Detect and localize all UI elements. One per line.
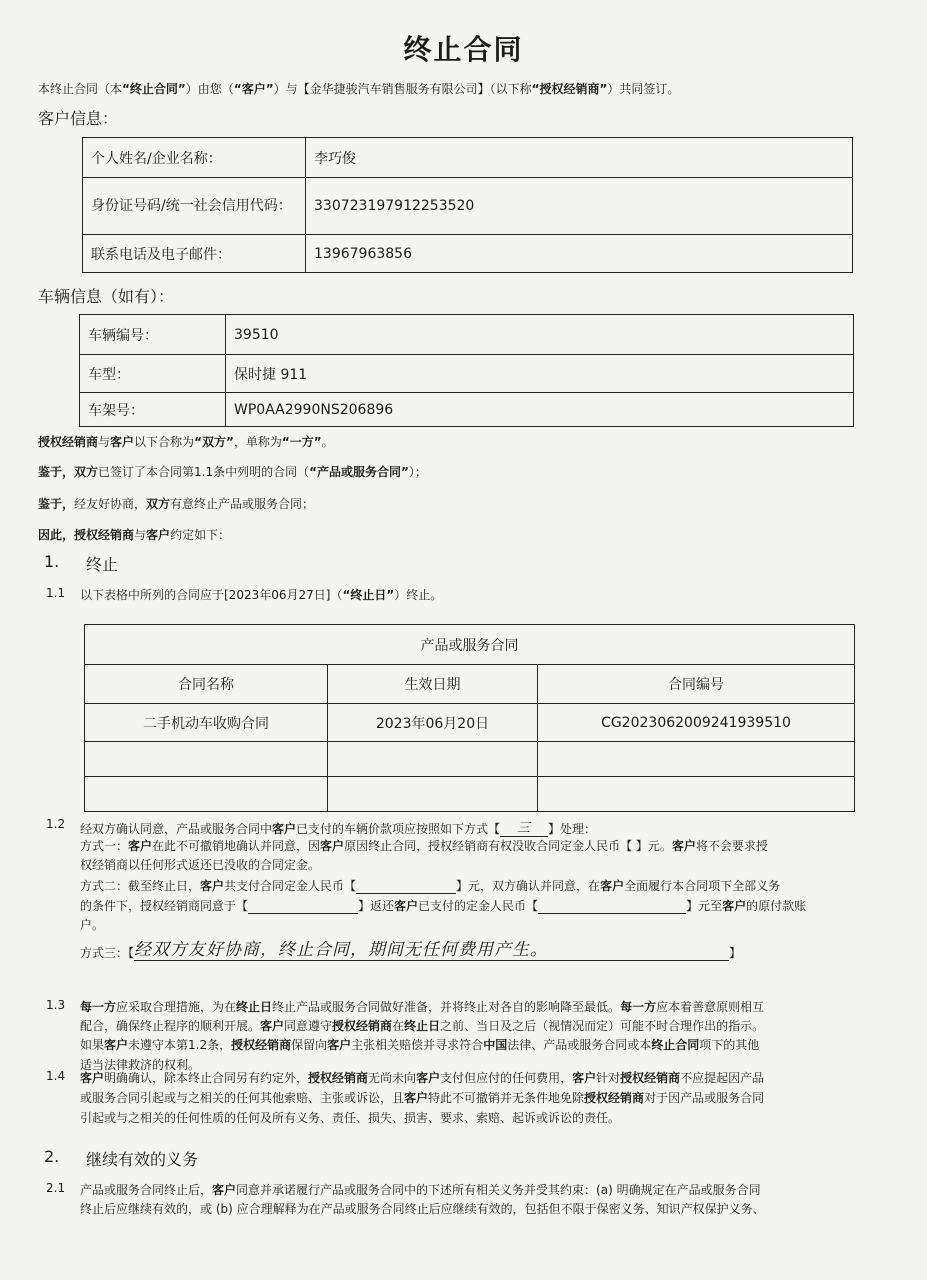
text: 共支付合同定金人民币【 — [224, 879, 357, 893]
table-row — [85, 742, 855, 777]
term: 授权经销商 — [74, 528, 135, 542]
term: 客户 — [320, 839, 345, 853]
customer-contact-label: 联系电话及电子邮件： — [83, 235, 306, 273]
vehicle-vin-value: WP0AA2990NS206896 — [226, 393, 854, 427]
customer-info-table — [82, 137, 853, 273]
vehicle-model-label: 车型： — [80, 355, 226, 393]
header-contract-number: 合同编号 — [538, 665, 855, 704]
text: 在此不可撤销地确认并同意，因 — [152, 839, 321, 853]
term: 客户 — [146, 528, 171, 542]
intro-text: ）与【金华捷骏汽车销售服务有限公司】（以下称 — [273, 82, 532, 96]
text: 】 — [729, 946, 742, 960]
intro-term: “授权经销商” — [531, 82, 608, 96]
clause-1-1-number: 1.1 — [46, 586, 66, 600]
text: 】元，双方确认并同意，在 — [456, 879, 601, 893]
term: 终止日 — [404, 1019, 441, 1033]
section-1-number: 1. — [44, 552, 60, 571]
vehicle-info-table — [79, 314, 854, 427]
vehicle-number-value: 39510 — [226, 315, 854, 355]
clause-2-1-line-2 — [80, 1200, 765, 1217]
text: 对于因产品或服务合同 — [644, 1091, 765, 1105]
term: “一方” — [281, 435, 322, 449]
text: ）； — [408, 465, 427, 479]
text: 方式一： — [80, 839, 129, 853]
term: 授权经销商 — [332, 1019, 393, 1033]
text: 项下的其他 — [699, 1038, 760, 1052]
term: 客户 — [671, 839, 696, 853]
text: 同意并承诺履行产品或服务合同中的下述所有相关义务并受其约束：(a) 明确规定在产品或服务合同 — [236, 1183, 761, 1197]
term: 客户 — [394, 899, 419, 913]
term: “终止日” — [342, 588, 395, 602]
text: 以下合称为 — [134, 435, 195, 449]
term: 客户 — [128, 839, 153, 853]
customer-id-value: 330723197912253520 — [306, 178, 853, 235]
header-effective-date: 生效日期 — [328, 665, 538, 704]
text: 无尚未向 — [368, 1071, 417, 1085]
table-row — [83, 235, 853, 273]
text: 应采取合理措施，为在 — [116, 1000, 237, 1014]
term: 客户 — [327, 1038, 352, 1052]
clause-1-1-text — [80, 586, 442, 603]
text: 的条件下，授权经销商同意于【 — [80, 899, 249, 913]
term: 终止合同 — [651, 1038, 700, 1052]
intro-text: ）由您（ — [185, 82, 234, 96]
intro-term: “客户” — [233, 82, 274, 96]
text: 将不会要求授 — [695, 839, 768, 853]
vehicle-info-heading: 车辆信息（如有）： — [38, 287, 175, 306]
text: 】元至 — [686, 899, 723, 913]
clause-1-4-line-1 — [80, 1069, 764, 1086]
parties-definition — [38, 433, 334, 450]
cell-empty — [538, 777, 855, 812]
term: 客户 — [104, 1038, 129, 1052]
clause-1-3-line-2 — [80, 1017, 764, 1034]
text: 针对 — [596, 1071, 621, 1085]
table-row — [80, 393, 854, 427]
text: 应本着善意原则相互 — [656, 1000, 765, 1014]
term: 授权经销商 — [231, 1038, 292, 1052]
term: 双方 — [74, 465, 99, 479]
clause-1-3-line-1 — [80, 998, 764, 1015]
table-row — [80, 355, 854, 393]
cell-contract-number: CG2023062009241939510 — [538, 704, 855, 742]
term: 因此， — [38, 528, 75, 542]
text: 全面履行本合同项下全部义务 — [624, 879, 781, 893]
section-2-title: 继续有效的义务 — [86, 1150, 199, 1169]
text: 支付但应付的任何费用， — [440, 1071, 573, 1085]
table-row — [83, 178, 853, 235]
therefore-clause — [38, 526, 230, 543]
text: 引起或与之相关的任何性质的任何及所有义务、责任、损失、损害、要求、索赔、起诉或诉讼的责任。 — [80, 1111, 621, 1125]
cell-effective-date: 2023年06月20日 — [328, 704, 538, 742]
text: 有意终止产品或服务合同； — [170, 497, 315, 511]
contract-table-caption: 产品或服务合同 — [85, 625, 855, 665]
text: 经友好协商， — [74, 497, 147, 511]
text: 或服务合同引起或与之相关的任何其他索赔、主张或诉讼，且 — [80, 1091, 405, 1105]
term: 客户 — [272, 822, 297, 836]
customer-name-label: 个人姓名/企业名称： — [83, 138, 306, 178]
text: 如果 — [80, 1038, 105, 1052]
text: ）终止。 — [394, 588, 443, 602]
clause-1-4-line-3 — [80, 1109, 620, 1126]
table-row — [83, 138, 853, 178]
term: 终止日 — [236, 1000, 273, 1014]
term: 授权经销商 — [620, 1071, 681, 1085]
term: “双方” — [194, 435, 234, 449]
table-row — [85, 704, 855, 742]
text: 】返还 — [358, 899, 395, 913]
term: 客户 — [200, 879, 225, 893]
text: 配合，确保终止程序的顺利开展。 — [80, 1019, 261, 1033]
method-1-line — [80, 837, 768, 854]
text: 保留向 — [291, 1038, 328, 1052]
text: 经双方确认同意，产品或服务合同中 — [80, 822, 273, 836]
cell-empty — [328, 777, 538, 812]
cell-empty — [85, 742, 328, 777]
text: 同意遵守 — [284, 1019, 333, 1033]
refund-amount-field[interactable] — [538, 913, 686, 914]
deposit-amount-field[interactable] — [356, 893, 456, 894]
method-choice-field[interactable]: 三 — [500, 817, 548, 837]
intro-text: 本终止合同（本 — [38, 82, 123, 96]
term: 授权经销商 — [38, 435, 99, 449]
term: 鉴于， — [38, 465, 75, 479]
text: 约定如下： — [170, 528, 231, 542]
header-contract-name: 合同名称 — [85, 665, 328, 704]
intro-text: ）共同签订。 — [607, 82, 680, 96]
text: 明确确认，除本终止合同另有约定外， — [104, 1071, 309, 1085]
table-caption-row — [85, 625, 855, 665]
clause-2-1-line-1 — [80, 1181, 761, 1198]
cell-contract-name: 二手机动车收购合同 — [85, 704, 328, 742]
text: 适当法律救济的权利。 — [80, 1058, 201, 1072]
text: 已支付的车辆价款项应按照如下方式【 — [296, 822, 501, 836]
refund-date-field[interactable] — [248, 913, 358, 914]
text: 法律、产品或服务合同或本 — [507, 1038, 652, 1052]
term: 客户 — [416, 1071, 441, 1085]
cell-empty — [538, 742, 855, 777]
term: 授权经销商 — [308, 1071, 369, 1085]
whereas-clause-2 — [38, 495, 314, 512]
vehicle-number-label: 车辆编号： — [80, 315, 226, 355]
document-title: 终止合同 — [403, 33, 524, 66]
method-3-line — [80, 935, 741, 961]
intro-term: “终止合同” — [122, 82, 186, 96]
term: 双方 — [146, 497, 171, 511]
text: 】处理： — [548, 822, 597, 836]
text: 。 — [321, 435, 334, 449]
text: 的原付款账 — [746, 899, 807, 913]
section-2-number: 2. — [44, 1147, 60, 1166]
clause-1-4-line-2 — [80, 1089, 764, 1106]
section-1-title: 终止 — [86, 555, 119, 574]
method-2-line-2 — [80, 897, 806, 914]
text: 已签订了本合同第1.1条中列明的合同（ — [98, 465, 310, 479]
term: 客户 — [110, 435, 135, 449]
text: 不应提起因产品 — [680, 1071, 765, 1085]
contract-table — [84, 624, 855, 812]
text: 以下表格中所列的合同应于[2023年06月27日]（ — [80, 588, 343, 602]
clause-1-4-number: 1.4 — [46, 1069, 66, 1083]
clause-1-2-line — [80, 817, 596, 837]
term: 授权经销商 — [584, 1091, 645, 1105]
term: 客户 — [404, 1091, 429, 1105]
text: 方式二：截至终止日， — [80, 879, 201, 893]
method-3-handwritten-field[interactable]: 经双方友好协商，终止合同，期间无任何费用产生。 — [134, 935, 729, 961]
cell-empty — [85, 777, 328, 812]
table-header-row — [85, 665, 855, 704]
text: 与 — [134, 528, 147, 542]
text: 特此不可撤销并无条件地免除 — [428, 1091, 585, 1105]
method-2-line — [80, 877, 780, 894]
method-1-line-2: 权经销商以任何形式返还已没收的合同定金。 — [80, 858, 321, 872]
clause-2-1-number: 2.1 — [46, 1181, 66, 1195]
term: 客户 — [600, 879, 625, 893]
intro-paragraph — [38, 80, 679, 97]
term: 中国 — [483, 1038, 508, 1052]
term: 鉴于， — [38, 497, 75, 511]
term: 客户 — [212, 1183, 237, 1197]
customer-name-value: 李巧俊 — [306, 138, 853, 178]
customer-contact-value: 13967963856 — [306, 235, 853, 273]
cell-empty — [328, 742, 538, 777]
vehicle-model-value: 保时捷 911 — [226, 355, 854, 393]
table-row — [80, 315, 854, 355]
text: 与 — [98, 435, 111, 449]
text: 终止后应继续有效的，或 (b) 应合理解释为在产品或服务合同终止后应继续有效的，包括但不限于保密义务、知识产权保护义务、 — [80, 1202, 765, 1216]
term: 客户 — [722, 899, 747, 913]
text: 未遵守本第1.2条， — [128, 1038, 232, 1052]
vehicle-vin-label: 车架号： — [80, 393, 226, 427]
term: 每一方 — [620, 1000, 657, 1014]
text: 主张相关赔偿并寻求符合 — [351, 1038, 484, 1052]
term: 客户 — [80, 1071, 105, 1085]
text: 已支付的定金人民币【 — [418, 899, 539, 913]
text: 终止产品或服务合同做好准备，并将终止对各自的影响降至最低。 — [272, 1000, 621, 1014]
text: ，单称为 — [233, 435, 282, 449]
text: 产品或服务合同终止后， — [80, 1183, 213, 1197]
text: 在 — [392, 1019, 405, 1033]
clause-1-3-line-3 — [80, 1036, 759, 1053]
whereas-clause-1 — [38, 463, 427, 480]
term: 每一方 — [80, 1000, 117, 1014]
term: 客户 — [260, 1019, 285, 1033]
customer-info-heading: 客户信息： — [38, 109, 119, 128]
table-row — [85, 777, 855, 812]
text: 之前、当日及之后（视情况而定）可能不时合理作出的指示。 — [440, 1019, 765, 1033]
term: 客户 — [572, 1071, 597, 1085]
term: “产品或服务合同” — [309, 465, 409, 479]
customer-id-label: 身份证号码/统一社会信用代码： — [83, 178, 306, 235]
clause-1-2-number: 1.2 — [46, 817, 66, 831]
text: 原因终止合同，授权经销商有权没收合同定金人民币【 】元。 — [344, 839, 672, 853]
clause-1-3-number: 1.3 — [46, 998, 66, 1012]
method-2-line-3: 户。 — [80, 918, 105, 932]
text: 方式三：【 — [80, 946, 135, 960]
